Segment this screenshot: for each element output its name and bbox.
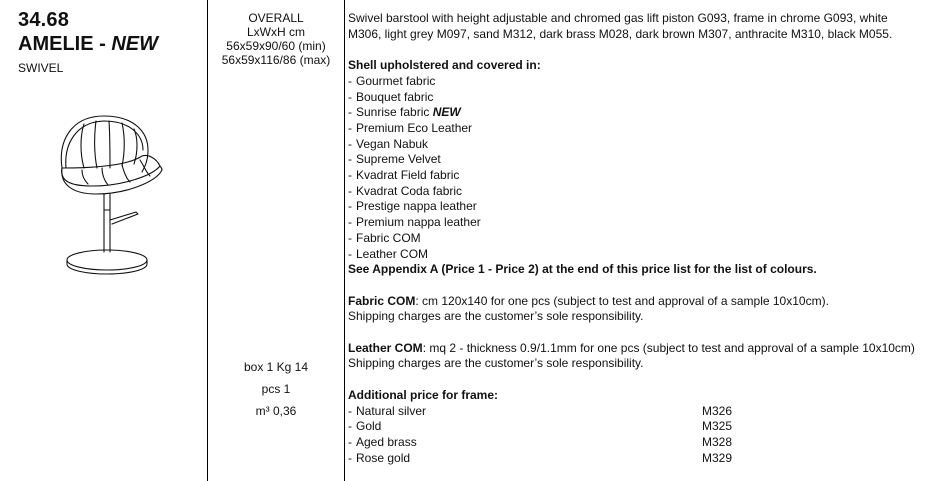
list-item: - Premium nappa leather — [348, 215, 920, 231]
frame-price-heading: Additional price for frame: — [348, 387, 499, 402]
product-type: SWIVEL — [18, 61, 64, 75]
product-code: 34.68 — [18, 9, 70, 31]
list-item: - Gold M325 — [348, 419, 920, 435]
column-divider-right — [344, 0, 345, 481]
new-tag: NEW — [432, 105, 461, 120]
list-item: - Prestige nappa leather — [348, 199, 920, 215]
dimensions-block — [209, 11, 343, 67]
list-item: - Kvadrat Coda fabric — [348, 184, 920, 200]
appendix-note: See Appendix A (Price 1 - Price 2) at the end of this price list for the list of colours. — [348, 262, 817, 277]
frame-code: M329 — [702, 450, 733, 465]
list-item: - Aged brass M328 — [348, 435, 920, 451]
list-item: - Vegan Nabuk — [348, 137, 920, 153]
list-item: - Kvadrat Field fabric — [348, 168, 920, 184]
shell-heading: Shell upholstered and covered in: — [348, 58, 541, 73]
product-header — [18, 8, 206, 76]
packaging-pieces: pcs 1 — [261, 382, 291, 396]
list-item: - Leather COM — [348, 247, 920, 263]
list-item: - Bouquet fabric — [348, 90, 920, 106]
frame-price-list — [348, 404, 920, 467]
leather-com-text: Leather COM: mq 2 - thickness 0.9/1.1mm for one pcs (subject to test and approval of a sample 10x10cm) — [348, 340, 915, 355]
fabric-com-label: Fabric COM — [348, 293, 416, 308]
list-item: - Sunrise fabric NEW — [348, 105, 920, 121]
frame-code: M326 — [702, 403, 733, 418]
packaging-block — [209, 356, 343, 422]
product-name-text: AMELIE - — [18, 33, 106, 55]
dimensions-max: 56x59x116/86 (max) — [221, 53, 331, 67]
packaging-volume: m³ 0,36 — [255, 404, 297, 418]
dimensions-heading: OVERALL — [248, 11, 304, 25]
description-column — [348, 11, 920, 466]
list-item: - Natural silver M326 — [348, 404, 920, 420]
packaging-box: box 1 Kg 14 — [243, 360, 309, 374]
dimensions-min: 56x59x90/60 (min) — [226, 39, 326, 53]
barstool-illustration — [52, 110, 172, 280]
fabric-com-shipping: Shipping charges are the customer’s sole responsibility. — [348, 309, 644, 324]
list-item: - Premium Eco Leather — [348, 121, 920, 137]
list-item: - Fabric COM — [348, 231, 920, 247]
list-item: - Rose gold M329 — [348, 451, 920, 467]
leather-com-label: Leather COM — [348, 340, 423, 355]
product-new-tag: NEW — [111, 33, 159, 55]
list-item: - Gourmet fabric — [348, 74, 920, 90]
leather-com-shipping: Shipping charges are the customer’s sole responsibility. — [348, 356, 644, 371]
frame-code: M328 — [702, 434, 733, 449]
product-description: Swivel barstool with height adjustable and chromed gas lift piston G093, frame in chrome G093, white M306, light grey M097, sand M312, dark brass M028, dark brown M307, anthracite M310, black M055. — [348, 11, 893, 41]
product-name — [18, 32, 206, 56]
list-item: - Supreme Velvet — [348, 152, 920, 168]
dimensions-units: LxWxH cm — [247, 25, 305, 39]
fabric-com-text: Fabric COM: cm 120x140 for one pcs (subject to test and approval of a sample 10x10cm). — [348, 293, 829, 308]
shell-options-list — [348, 74, 920, 262]
column-divider-left — [207, 0, 208, 481]
frame-code: M325 — [702, 419, 733, 434]
